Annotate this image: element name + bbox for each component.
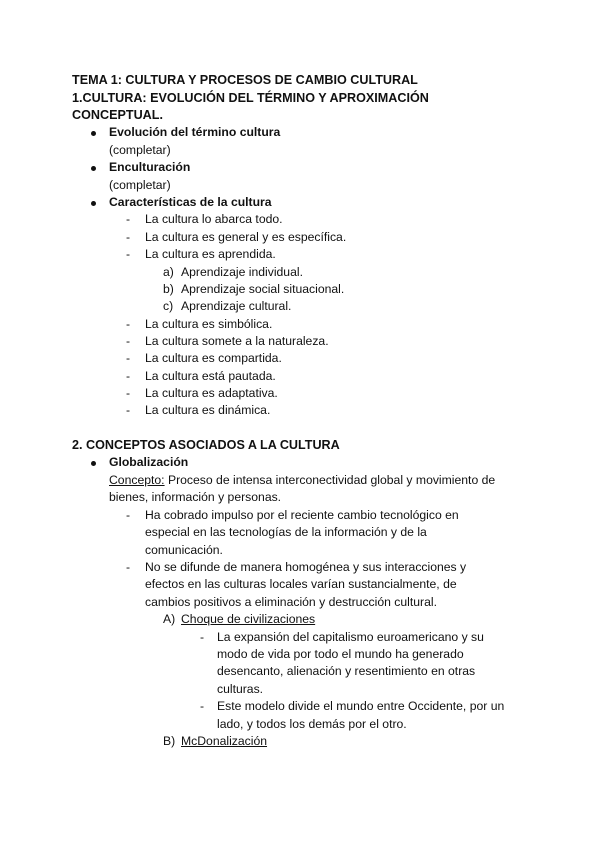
learning-type: Aprendizaje individual. bbox=[181, 265, 303, 279]
dash-marker: - bbox=[126, 386, 131, 400]
point-text: desencanto, alienación y resentimiento en otras bbox=[217, 664, 476, 678]
bullet-icon bbox=[91, 131, 96, 136]
subsection-mcdonalizacion: McDonalización bbox=[181, 734, 268, 748]
dash-marker: - bbox=[126, 560, 131, 574]
dash-marker: - bbox=[126, 334, 131, 348]
point-text: especial en las tecnologías de la información y de la bbox=[145, 525, 427, 539]
point-text: cambios positivos a eliminación y destrucción cultural. bbox=[145, 595, 437, 609]
concept-line2: bienes, información y personas. bbox=[109, 490, 282, 504]
bullet-icon bbox=[91, 166, 96, 171]
concept-label: Concepto: bbox=[109, 473, 165, 487]
characteristic-item: La cultura está pautada. bbox=[145, 369, 276, 383]
bullet-icon bbox=[91, 461, 96, 466]
concept-line1 bbox=[109, 472, 495, 489]
characteristic-item: La cultura es dinámica. bbox=[145, 403, 271, 417]
bullet-caracteristicas: Características de la cultura bbox=[109, 195, 272, 209]
learning-type: Aprendizaje social situacional. bbox=[181, 282, 345, 296]
section2-heading: 2. CONCEPTOS ASOCIADOS A LA CULTURA bbox=[72, 438, 340, 452]
dash-marker: - bbox=[126, 212, 131, 226]
point-text: No se difunde de manera homogénea y sus interacciones y bbox=[145, 560, 467, 574]
point-text: comunicación. bbox=[145, 543, 223, 557]
dash-marker: - bbox=[126, 317, 131, 331]
characteristic-item: La cultura es adaptativa. bbox=[145, 386, 278, 400]
dash-marker: - bbox=[126, 230, 131, 244]
dash-marker: - bbox=[126, 403, 131, 417]
bullet-enculturacion: Enculturación bbox=[109, 160, 191, 174]
document-title: TEMA 1: CULTURA Y PROCESOS DE CAMBIO CULTURAL bbox=[72, 73, 418, 87]
characteristic-item: La cultura es compartida. bbox=[145, 351, 282, 365]
characteristic-item: La cultura es general y es específica. bbox=[145, 230, 347, 244]
list-marker: a) bbox=[163, 265, 174, 279]
characteristic-item: La cultura lo abarca todo. bbox=[145, 212, 283, 226]
learning-type: Aprendizaje cultural. bbox=[181, 299, 292, 313]
dash-marker: - bbox=[126, 369, 131, 383]
note-completar: (completar) bbox=[109, 143, 171, 157]
list-marker: b) bbox=[163, 282, 174, 296]
concept-text: Proceso de intensa interconectividad global y movimiento de bbox=[164, 473, 496, 487]
section1-heading-line2: CONCEPTUAL. bbox=[72, 108, 163, 122]
point-text: La expansión del capitalismo euroamericano y su bbox=[217, 630, 484, 644]
characteristic-item: La cultura es aprendida. bbox=[145, 247, 276, 261]
list-marker: B) bbox=[163, 734, 176, 748]
dash-marker: - bbox=[126, 351, 131, 365]
subsection-choque: Choque de civilizaciones bbox=[181, 612, 316, 626]
point-text: Este modelo divide el mundo entre Occidente, por un bbox=[217, 699, 505, 713]
list-marker: c) bbox=[163, 299, 174, 313]
characteristic-item: La cultura somete a la naturaleza. bbox=[145, 334, 329, 348]
list-marker: A) bbox=[163, 612, 176, 626]
note-completar: (completar) bbox=[109, 178, 171, 192]
point-text: culturas. bbox=[217, 682, 264, 696]
point-text: lado, y todos los demás por el otro. bbox=[217, 717, 407, 731]
point-text: efectos en las culturas locales varían sustancialmente, de bbox=[145, 577, 457, 591]
characteristic-item: La cultura es simbólica. bbox=[145, 317, 273, 331]
point-text: Ha cobrado impulso por el reciente cambio tecnológico en bbox=[145, 508, 459, 522]
bullet-icon bbox=[91, 201, 96, 206]
point-text: modo de vida por todo el mundo ha generado bbox=[217, 647, 464, 661]
bullet-globalizacion: Globalización bbox=[109, 455, 189, 469]
section1-heading-line1: 1.CULTURA: EVOLUCIÓN DEL TÉRMINO Y APROXIMACIÓN bbox=[72, 91, 429, 105]
dash-marker: - bbox=[126, 508, 131, 522]
dash-marker: - bbox=[200, 630, 205, 644]
bullet-evolucion: Evolución del término cultura bbox=[109, 125, 281, 139]
dash-marker: - bbox=[200, 699, 205, 713]
dash-marker: - bbox=[126, 247, 131, 261]
